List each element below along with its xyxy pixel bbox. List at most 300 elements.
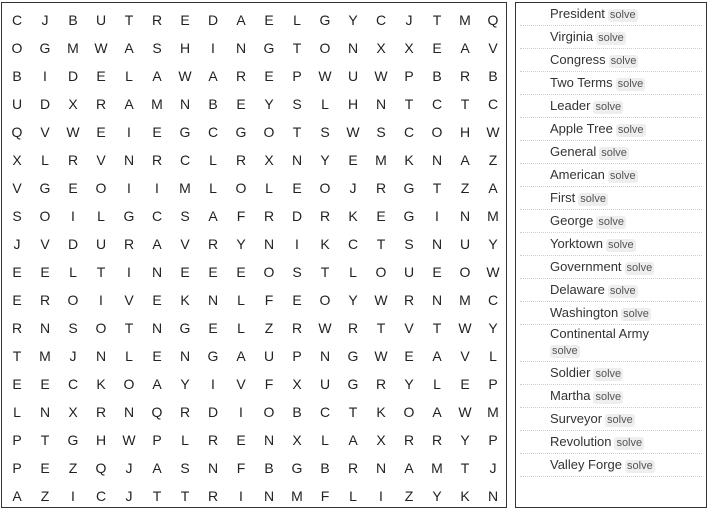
grid-cell[interactable]: F xyxy=(320,488,330,504)
grid-cell[interactable]: N xyxy=(319,348,331,364)
grid-cell[interactable]: D xyxy=(207,404,219,420)
grid-cell[interactable]: L xyxy=(125,348,133,364)
grid-cell[interactable]: Q xyxy=(151,404,163,420)
grid-cell[interactable]: Y xyxy=(348,12,358,28)
grid-cell[interactable]: H xyxy=(179,40,191,56)
grid-cell[interactable]: U xyxy=(263,348,275,364)
grid-cell[interactable]: S xyxy=(68,320,78,336)
grid-cell[interactable]: Y xyxy=(404,376,414,392)
letter-grid[interactable] xyxy=(3,6,507,510)
grid-cell[interactable]: Y xyxy=(432,488,442,504)
grid-cell[interactable]: R xyxy=(319,208,331,224)
grid-cell[interactable]: N xyxy=(179,348,191,364)
grid-cell[interactable]: B xyxy=(68,12,78,28)
grid-cell[interactable]: N xyxy=(431,292,443,308)
grid-cell[interactable]: I xyxy=(211,376,215,392)
grid-cell[interactable]: O xyxy=(95,320,107,336)
grid-cell[interactable]: O xyxy=(95,180,107,196)
grid-cell[interactable]: H xyxy=(95,432,107,448)
grid-cell[interactable]: N xyxy=(375,460,387,476)
grid-cell[interactable]: X xyxy=(68,96,78,112)
grid-cell[interactable]: W xyxy=(374,348,388,364)
solve-button[interactable]: solve xyxy=(607,414,633,426)
grid-cell[interactable]: X xyxy=(376,432,386,448)
grid-cell[interactable]: R xyxy=(459,68,471,84)
grid-cell[interactable]: U xyxy=(319,376,331,392)
grid-cell[interactable]: Y xyxy=(320,152,330,168)
grid-cell[interactable]: I xyxy=(127,124,131,140)
grid-cell[interactable]: Y xyxy=(236,236,246,252)
grid-cell[interactable]: E xyxy=(208,264,218,280)
grid-cell[interactable]: Z xyxy=(488,152,498,168)
grid-cell[interactable]: N xyxy=(487,488,499,504)
solve-button[interactable]: solve xyxy=(595,101,622,113)
grid-cell[interactable]: A xyxy=(152,68,162,84)
grid-cell[interactable]: M xyxy=(67,40,79,56)
grid-cell[interactable]: L xyxy=(209,152,217,168)
grid-cell[interactable]: R xyxy=(347,460,359,476)
grid-cell[interactable]: A xyxy=(208,68,218,84)
grid-cell[interactable]: N xyxy=(263,236,275,252)
grid-cell[interactable]: L xyxy=(349,264,357,280)
grid-cell[interactable]: A xyxy=(152,376,162,392)
grid-cell[interactable]: D xyxy=(67,236,79,252)
grid-cell[interactable]: G xyxy=(67,432,79,448)
solve-button[interactable]: solve xyxy=(616,437,643,449)
grid-cell[interactable]: I xyxy=(127,264,131,280)
grid-cell[interactable]: W xyxy=(66,124,80,140)
grid-cell[interactable]: A xyxy=(124,40,134,56)
grid-cell[interactable]: V xyxy=(12,180,22,196)
grid-cell[interactable]: E xyxy=(432,40,442,56)
grid-cell[interactable]: A xyxy=(460,152,470,168)
grid-cell[interactable]: J xyxy=(125,488,133,504)
grid-cell[interactable]: L xyxy=(41,152,49,168)
grid-cell[interactable]: V xyxy=(40,124,50,140)
grid-cell[interactable]: L xyxy=(125,68,133,84)
grid-cell[interactable]: W xyxy=(374,68,388,84)
grid-cell[interactable]: T xyxy=(40,432,50,448)
grid-cell[interactable]: L xyxy=(293,12,301,28)
grid-cell[interactable]: Z xyxy=(264,320,274,336)
grid-cell[interactable]: N xyxy=(263,432,275,448)
grid-cell[interactable]: G xyxy=(403,208,415,224)
grid-cell[interactable]: G xyxy=(123,208,135,224)
grid-cell[interactable]: R xyxy=(431,432,443,448)
grid-cell[interactable]: C xyxy=(431,96,443,112)
grid-cell[interactable]: M xyxy=(375,152,387,168)
grid-cell[interactable]: B xyxy=(208,96,218,112)
grid-cell[interactable]: G xyxy=(207,348,219,364)
grid-cell[interactable]: X xyxy=(376,40,386,56)
grid-cell[interactable]: X xyxy=(292,376,302,392)
grid-cell[interactable]: C xyxy=(375,12,387,28)
grid-cell[interactable]: R xyxy=(207,432,219,448)
grid-cell[interactable]: U xyxy=(11,96,23,112)
grid-cell[interactable]: E xyxy=(152,292,162,308)
grid-cell[interactable]: T xyxy=(152,488,162,504)
grid-cell[interactable]: R xyxy=(95,404,107,420)
grid-cell[interactable]: I xyxy=(239,488,243,504)
grid-cell[interactable]: E xyxy=(68,180,78,196)
grid-cell[interactable]: X xyxy=(68,404,78,420)
grid-cell[interactable]: N xyxy=(347,40,359,56)
grid-cell[interactable]: E xyxy=(460,376,470,392)
grid-cell[interactable]: O xyxy=(431,124,443,140)
grid-cell[interactable]: E xyxy=(180,12,190,28)
grid-cell[interactable]: R xyxy=(179,404,191,420)
grid-cell[interactable]: K xyxy=(348,208,358,224)
grid-cell[interactable]: M xyxy=(39,348,51,364)
solve-button[interactable]: solve xyxy=(609,285,636,297)
grid-cell[interactable]: A xyxy=(432,348,442,364)
grid-cell[interactable]: K xyxy=(404,152,414,168)
solve-button[interactable]: solve xyxy=(623,308,649,320)
grid-cell[interactable]: R xyxy=(151,12,163,28)
grid-cell[interactable]: R xyxy=(375,376,387,392)
grid-cell[interactable]: X xyxy=(12,152,22,168)
grid-cell[interactable]: R xyxy=(235,152,247,168)
grid-cell[interactable]: S xyxy=(292,264,302,280)
grid-cell[interactable]: E xyxy=(40,264,50,280)
grid-cell[interactable]: K xyxy=(320,236,330,252)
grid-cell[interactable]: L xyxy=(349,488,357,504)
grid-cell[interactable]: C xyxy=(319,404,331,420)
grid-cell[interactable]: N xyxy=(431,152,443,168)
grid-cell[interactable]: L xyxy=(181,432,189,448)
grid-cell[interactable]: C xyxy=(403,124,415,140)
grid-cell[interactable]: B xyxy=(488,68,498,84)
grid-cell[interactable]: L xyxy=(433,376,441,392)
grid-cell[interactable]: I xyxy=(435,208,439,224)
grid-cell[interactable]: J xyxy=(349,180,357,196)
grid-cell[interactable]: R xyxy=(403,432,415,448)
grid-cell[interactable]: M xyxy=(459,12,471,28)
grid-cell[interactable]: T xyxy=(432,180,442,196)
grid-cell[interactable]: T xyxy=(460,96,470,112)
grid-cell[interactable]: I xyxy=(295,236,299,252)
grid-cell[interactable]: O xyxy=(123,376,135,392)
grid-cell[interactable]: I xyxy=(99,292,103,308)
grid-cell[interactable]: E xyxy=(236,432,246,448)
grid-cell[interactable]: T xyxy=(124,320,134,336)
grid-cell[interactable]: E xyxy=(40,460,50,476)
grid-cell[interactable]: T xyxy=(432,320,442,336)
grid-cell[interactable]: K xyxy=(460,488,470,504)
grid-cell[interactable]: A xyxy=(208,208,218,224)
grid-cell[interactable]: A xyxy=(460,40,470,56)
grid-cell[interactable]: T xyxy=(124,12,134,28)
grid-cell[interactable]: T xyxy=(12,348,22,364)
grid-cell[interactable]: N xyxy=(123,152,135,168)
grid-cell[interactable]: N xyxy=(207,292,219,308)
grid-cell[interactable]: S xyxy=(404,236,414,252)
grid-cell[interactable]: E xyxy=(12,376,22,392)
grid-cell[interactable]: E xyxy=(152,348,162,364)
solve-button[interactable]: solve xyxy=(595,391,622,403)
grid-cell[interactable]: A xyxy=(404,460,414,476)
grid-cell[interactable]: V xyxy=(404,320,414,336)
grid-cell[interactable]: V xyxy=(96,152,106,168)
grid-cell[interactable]: W xyxy=(178,68,192,84)
grid-cell[interactable]: U xyxy=(403,264,415,280)
grid-cell[interactable]: A xyxy=(124,96,134,112)
grid-cell[interactable]: W xyxy=(458,320,472,336)
grid-cell[interactable]: P xyxy=(152,432,162,448)
grid-cell[interactable]: Y xyxy=(488,320,498,336)
grid-cell[interactable]: C xyxy=(487,292,499,308)
grid-cell[interactable]: W xyxy=(458,404,472,420)
grid-cell[interactable]: G xyxy=(347,348,359,364)
grid-cell[interactable]: J xyxy=(13,236,21,252)
solve-button[interactable]: solve xyxy=(617,78,644,90)
grid-cell[interactable]: W xyxy=(94,40,108,56)
grid-cell[interactable]: P xyxy=(12,460,22,476)
grid-cell[interactable]: O xyxy=(459,264,471,280)
grid-cell[interactable]: N xyxy=(431,236,443,252)
grid-cell[interactable]: X xyxy=(264,152,274,168)
grid-cell[interactable]: L xyxy=(321,96,329,112)
grid-cell[interactable]: G xyxy=(319,12,331,28)
grid-cell[interactable]: H xyxy=(459,124,471,140)
solve-button[interactable]: solve xyxy=(601,147,627,159)
grid-cell[interactable]: R xyxy=(11,320,23,336)
grid-cell[interactable]: H xyxy=(347,96,359,112)
grid-cell[interactable]: E xyxy=(348,152,358,168)
grid-cell[interactable]: M xyxy=(179,180,191,196)
grid-cell[interactable]: T xyxy=(432,12,442,28)
solve-button[interactable]: solve xyxy=(552,345,578,357)
grid-cell[interactable]: J xyxy=(125,460,133,476)
grid-cell[interactable]: N xyxy=(459,208,471,224)
grid-cell[interactable]: L xyxy=(13,404,21,420)
grid-cell[interactable]: Z xyxy=(40,488,50,504)
grid-cell[interactable]: C xyxy=(347,236,359,252)
grid-cell[interactable]: Z xyxy=(404,488,414,504)
grid-cell[interactable]: G xyxy=(179,124,191,140)
grid-cell[interactable]: A xyxy=(12,488,22,504)
grid-cell[interactable]: C xyxy=(11,12,23,28)
grid-cell[interactable]: P xyxy=(404,68,414,84)
grid-cell[interactable]: R xyxy=(39,292,51,308)
grid-cell[interactable]: K xyxy=(376,404,386,420)
grid-cell[interactable]: I xyxy=(71,208,75,224)
grid-cell[interactable]: T xyxy=(292,40,302,56)
grid-cell[interactable]: O xyxy=(319,180,331,196)
grid-cell[interactable]: A xyxy=(236,348,246,364)
grid-cell[interactable]: B xyxy=(320,460,330,476)
grid-cell[interactable]: Z xyxy=(68,460,78,476)
solve-button[interactable]: solve xyxy=(609,9,636,21)
grid-cell[interactable]: Y xyxy=(264,96,274,112)
grid-cell[interactable]: N xyxy=(235,40,247,56)
grid-cell[interactable]: F xyxy=(236,208,246,224)
grid-cell[interactable]: I xyxy=(155,180,159,196)
grid-cell[interactable]: J xyxy=(41,12,49,28)
grid-cell[interactable]: B xyxy=(264,460,274,476)
grid-cell[interactable]: R xyxy=(235,68,247,84)
grid-cell[interactable]: O xyxy=(319,292,331,308)
grid-cell[interactable]: E xyxy=(292,292,302,308)
grid-cell[interactable]: S xyxy=(152,40,162,56)
grid-cell[interactable]: S xyxy=(320,124,330,140)
grid-cell[interactable]: I xyxy=(211,40,215,56)
grid-cell[interactable]: X xyxy=(292,432,302,448)
solve-button[interactable]: solve xyxy=(608,239,634,251)
grid-cell[interactable]: Q xyxy=(11,124,23,140)
grid-cell[interactable]: R xyxy=(123,236,135,252)
grid-cell[interactable]: O xyxy=(263,404,275,420)
grid-cell[interactable]: N xyxy=(151,320,163,336)
grid-cell[interactable]: Q xyxy=(95,460,107,476)
grid-cell[interactable]: P xyxy=(292,68,302,84)
grid-cell[interactable]: V xyxy=(124,292,134,308)
grid-cell[interactable]: I xyxy=(71,488,75,504)
grid-cell[interactable]: D xyxy=(39,96,51,112)
grid-cell[interactable]: T xyxy=(320,264,330,280)
grid-cell[interactable]: N xyxy=(207,460,219,476)
grid-cell[interactable]: L xyxy=(489,348,497,364)
solve-button[interactable]: solve xyxy=(626,262,653,274)
grid-cell[interactable]: S xyxy=(180,208,190,224)
grid-cell[interactable]: V xyxy=(180,236,190,252)
grid-cell[interactable]: E xyxy=(180,264,190,280)
grid-cell[interactable]: N xyxy=(151,264,163,280)
grid-cell[interactable]: T xyxy=(460,460,470,476)
grid-cell[interactable]: G xyxy=(235,124,247,140)
grid-cell[interactable]: T xyxy=(96,264,106,280)
grid-cell[interactable]: W xyxy=(346,124,360,140)
grid-cell[interactable]: Y xyxy=(488,236,498,252)
grid-cell[interactable]: F xyxy=(236,460,246,476)
grid-cell[interactable]: K xyxy=(96,376,106,392)
grid-cell[interactable]: R xyxy=(151,152,163,168)
grid-cell[interactable]: L xyxy=(209,180,217,196)
grid-cell[interactable]: C xyxy=(487,96,499,112)
grid-cell[interactable]: E xyxy=(96,124,106,140)
grid-cell[interactable]: R xyxy=(207,488,219,504)
grid-cell[interactable]: F xyxy=(264,292,274,308)
solve-button[interactable]: solve xyxy=(595,368,622,380)
grid-cell[interactable]: R xyxy=(347,320,359,336)
grid-cell[interactable]: V xyxy=(460,348,470,364)
grid-cell[interactable]: L xyxy=(69,264,77,280)
grid-cell[interactable]: N xyxy=(375,96,387,112)
grid-cell[interactable]: Z xyxy=(460,180,470,196)
grid-cell[interactable]: C xyxy=(207,124,219,140)
grid-cell[interactable]: U xyxy=(347,68,359,84)
grid-cell[interactable]: I xyxy=(127,180,131,196)
grid-cell[interactable]: E xyxy=(208,320,218,336)
grid-cell[interactable]: M xyxy=(487,404,499,420)
grid-cell[interactable]: K xyxy=(180,292,190,308)
solve-button[interactable]: solve xyxy=(609,170,636,182)
grid-cell[interactable]: Y xyxy=(348,292,358,308)
grid-cell[interactable]: I xyxy=(43,68,47,84)
grid-cell[interactable]: U xyxy=(95,236,107,252)
grid-cell[interactable]: E xyxy=(264,68,274,84)
grid-cell[interactable]: X xyxy=(404,40,414,56)
grid-cell[interactable]: G xyxy=(403,180,415,196)
grid-cell[interactable]: C xyxy=(67,376,79,392)
grid-cell[interactable]: E xyxy=(152,124,162,140)
grid-cell[interactable]: E xyxy=(236,264,246,280)
grid-cell[interactable]: E xyxy=(40,376,50,392)
grid-cell[interactable]: E xyxy=(292,180,302,196)
grid-cell[interactable]: O xyxy=(263,264,275,280)
grid-cell[interactable]: D xyxy=(291,208,303,224)
grid-cell[interactable]: R xyxy=(67,152,79,168)
grid-cell[interactable]: E xyxy=(236,96,246,112)
grid-cell[interactable]: Y xyxy=(180,376,190,392)
grid-cell[interactable]: E xyxy=(12,292,22,308)
grid-cell[interactable]: G xyxy=(263,40,275,56)
grid-cell[interactable]: V xyxy=(40,236,50,252)
solve-button[interactable]: solve xyxy=(617,124,644,136)
grid-cell[interactable]: M xyxy=(151,96,163,112)
grid-cell[interactable]: U xyxy=(459,236,471,252)
grid-cell[interactable]: C xyxy=(95,488,107,504)
grid-cell[interactable]: Q xyxy=(487,12,499,28)
grid-cell[interactable]: N xyxy=(39,404,51,420)
grid-cell[interactable]: E xyxy=(264,12,274,28)
grid-cell[interactable]: W xyxy=(318,68,332,84)
solve-button[interactable]: solve xyxy=(610,55,637,67)
grid-cell[interactable]: O xyxy=(235,180,247,196)
grid-cell[interactable]: B xyxy=(432,68,442,84)
grid-cell[interactable]: T xyxy=(376,236,386,252)
grid-cell[interactable]: W xyxy=(486,264,500,280)
grid-cell[interactable]: L xyxy=(237,320,245,336)
grid-cell[interactable]: W xyxy=(318,320,332,336)
grid-cell[interactable]: A xyxy=(236,12,246,28)
grid-cell[interactable]: G xyxy=(39,40,51,56)
grid-cell[interactable]: G xyxy=(39,180,51,196)
grid-cell[interactable]: R xyxy=(263,208,275,224)
grid-cell[interactable]: Y xyxy=(460,432,470,448)
grid-cell[interactable]: L xyxy=(321,432,329,448)
grid-cell[interactable]: N xyxy=(179,96,191,112)
grid-cell[interactable]: B xyxy=(12,68,22,84)
grid-cell[interactable]: P xyxy=(12,432,22,448)
grid-cell[interactable]: A xyxy=(488,180,498,196)
grid-cell[interactable]: N xyxy=(291,152,303,168)
grid-cell[interactable]: G xyxy=(179,320,191,336)
grid-cell[interactable]: O xyxy=(39,208,51,224)
grid-cell[interactable]: V xyxy=(488,40,498,56)
grid-cell[interactable]: A xyxy=(152,236,162,252)
grid-cell[interactable]: O xyxy=(403,404,415,420)
grid-cell[interactable]: D xyxy=(67,68,79,84)
grid-cell[interactable]: R xyxy=(207,236,219,252)
grid-cell[interactable]: S xyxy=(180,460,190,476)
grid-cell[interactable]: N xyxy=(39,320,51,336)
grid-cell[interactable]: W xyxy=(486,124,500,140)
grid-cell[interactable]: R xyxy=(403,292,415,308)
grid-cell[interactable]: R xyxy=(375,180,387,196)
solve-button[interactable]: solve xyxy=(627,460,653,472)
grid-cell[interactable]: C xyxy=(179,152,191,168)
grid-cell[interactable]: S xyxy=(12,208,22,224)
grid-cell[interactable]: U xyxy=(95,12,107,28)
grid-cell[interactable]: O xyxy=(11,40,23,56)
grid-cell[interactable]: E xyxy=(432,264,442,280)
grid-cell[interactable]: O xyxy=(375,264,387,280)
grid-cell[interactable]: J xyxy=(405,12,413,28)
grid-cell[interactable]: R xyxy=(95,96,107,112)
grid-cell[interactable]: E xyxy=(376,208,386,224)
grid-cell[interactable]: T xyxy=(292,124,302,140)
